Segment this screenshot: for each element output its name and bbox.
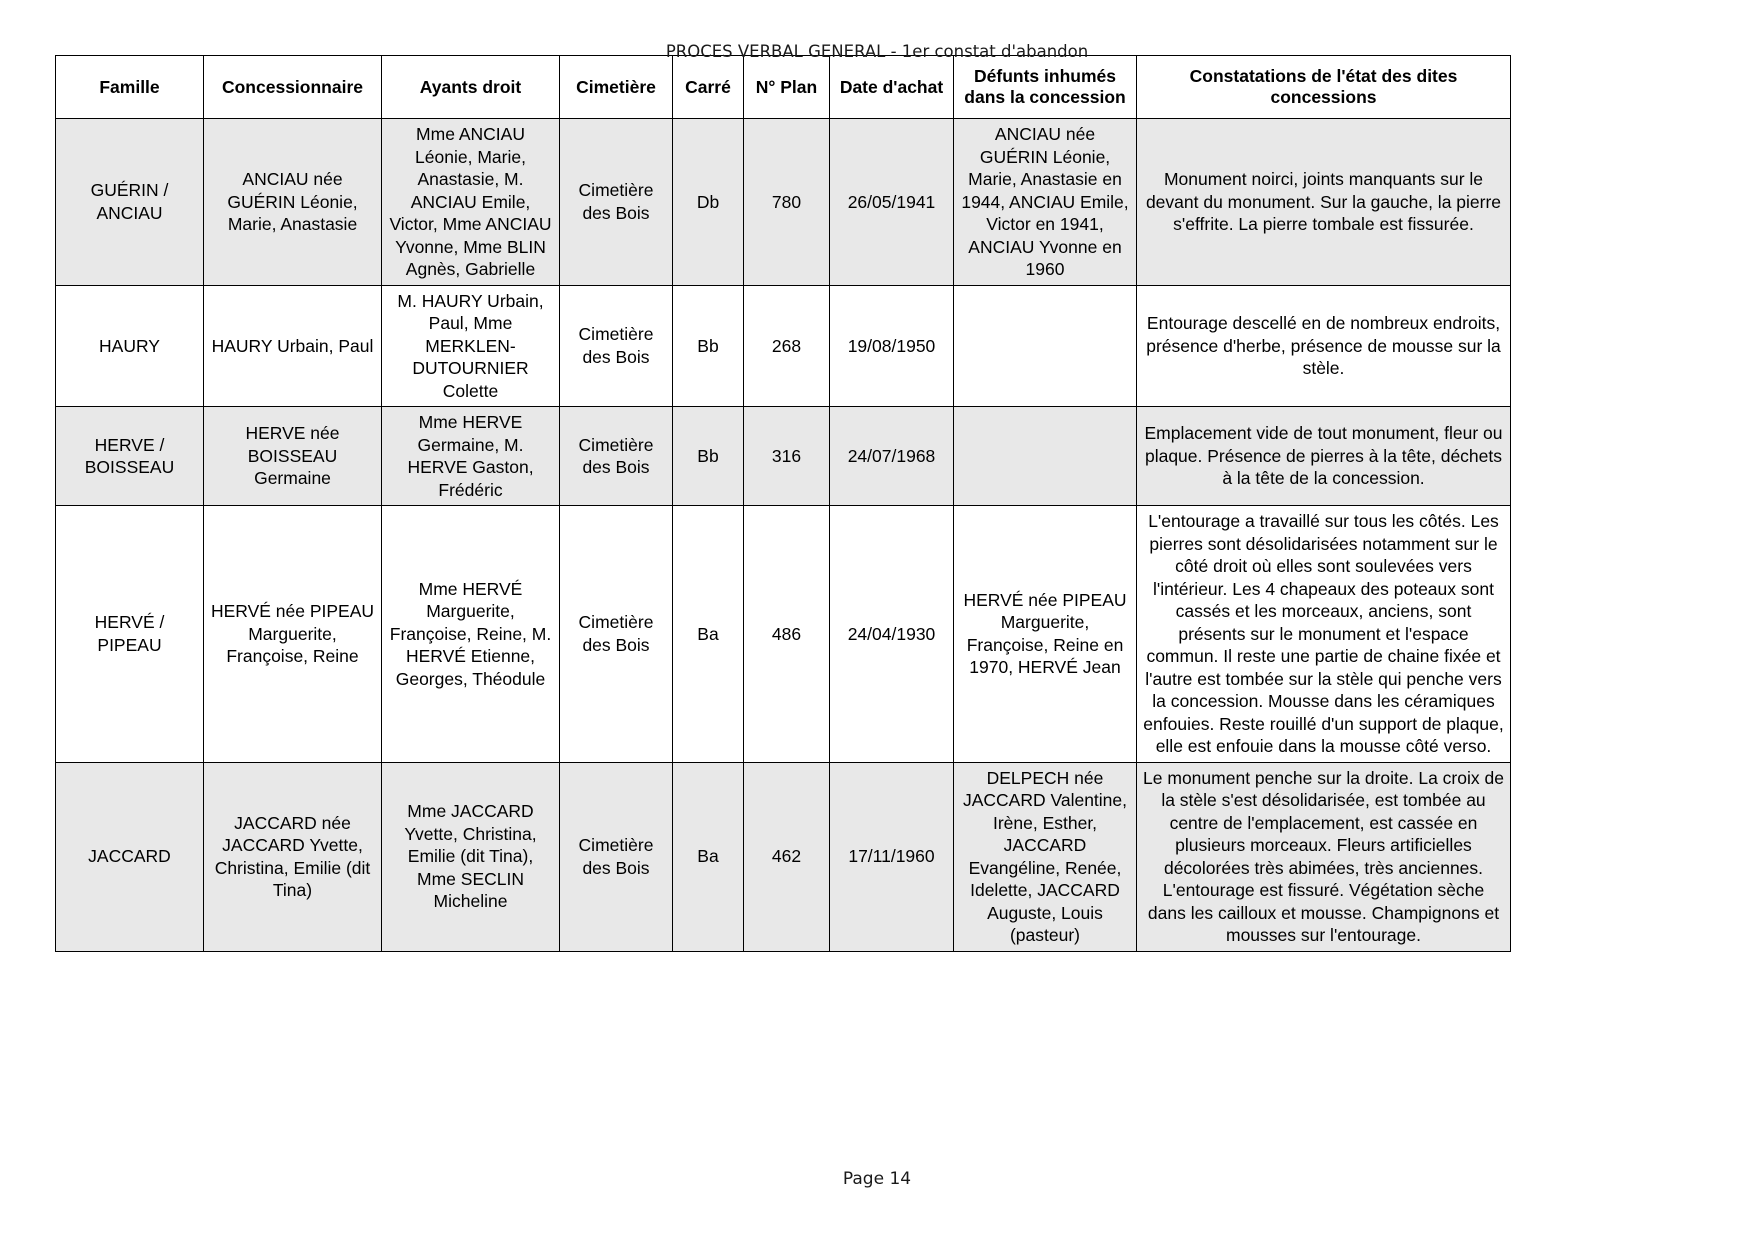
cell-constatations: L'entourage a travaillé sur tous les côtés. Les pierres sont désolidarisées notamment sur le côté droit où elles sont soulevées vers l'intérieur. Les 4 chapeaux des poteaux sont cassés et les morceaux, anciens, sont présents sur le monument et l'espace commun. Il reste une partie de chaine fixée et l'autre est tombée sur la stèle qui penche vers la concession. Mousse dans les céramiques enfouies. Reste rouillé d'un support de plaque, elle est enfouie dans la mousse côté verso. <box>1137 506 1511 763</box>
cell-carre: Db <box>673 119 744 286</box>
cell-ayants-droit: Mme ANCIAU Léonie, Marie, Anastasie, M. ANCIAU Emile, Victor, Mme ANCIAU Yvonne, Mme BLIN Agnès, Gabrielle <box>382 119 560 286</box>
cell-date-achat: 24/04/1930 <box>830 506 954 763</box>
cell-defunts-inhumes: DELPECH née JACCARD Valentine, Irène, Esther, JACCARD Evangéline, Renée, Idelette, JACCARD Auguste, Louis (pasteur) <box>954 762 1137 951</box>
cell-carre: Ba <box>673 762 744 951</box>
column-header-cimetiere: Cimetière <box>560 56 673 119</box>
cell-concessionnaire: HERVE née BOISSEAU Germaine <box>204 407 382 506</box>
cell-carre: Bb <box>673 407 744 506</box>
cell-cimetiere: Cimetière des Bois <box>560 285 673 407</box>
cell-constatations: Le monument penche sur la droite. La croix de la stèle s'est désolidarisée, est tombée au centre de l'emplacement, est cassée en plusieurs morceaux. Fleurs artificielles décolorées très abimées, très anciennes. L'entourage est fissuré. Végétation sèche dans les cailloux et mousse. Champignons et mousses sur l'entourage. <box>1137 762 1511 951</box>
running-header: PROCES VERBAL GENERAL - 1er constat d'abandon <box>665 42 1089 61</box>
cell-famille: JACCARD <box>56 762 204 951</box>
cell-carre: Bb <box>673 285 744 407</box>
cell-cimetiere: Cimetière des Bois <box>560 407 673 506</box>
table-row <box>56 285 1511 407</box>
cell-famille: HERVE / BOISSEAU <box>56 407 204 506</box>
cell-date-achat: 17/11/1960 <box>830 762 954 951</box>
column-header-carre: Carré <box>673 56 744 119</box>
cell-constatations: Entourage descellé en de nombreux endroits, présence d'herbe, présence de mousse sur la stèle. <box>1137 285 1511 407</box>
cell-defunts-inhumes <box>954 407 1137 506</box>
cell-ayants-droit: Mme HERVÉ Marguerite, Françoise, Reine, M. HERVÉ Etienne, Georges, Théodule <box>382 506 560 763</box>
concessions-table <box>55 55 1511 952</box>
column-header-constatations: Constatations de l'état des dites concessions <box>1137 56 1511 119</box>
cell-constatations: Monument noirci, joints manquants sur le devant du monument. Sur la gauche, la pierre s'effrite. La pierre tombale est fissurée. <box>1137 119 1511 286</box>
cell-cimetiere: Cimetière des Bois <box>560 762 673 951</box>
cell-no-plan: 486 <box>744 506 830 763</box>
column-header-ayants-droit: Ayants droit <box>382 56 560 119</box>
cell-carre: Ba <box>673 506 744 763</box>
table-body <box>56 119 1511 952</box>
cell-constatations: Emplacement vide de tout monument, fleur ou plaque. Présence de pierres à la tête, déchets à la tête de la concession. <box>1137 407 1511 506</box>
cell-famille: GUÉRIN / ANCIAU <box>56 119 204 286</box>
column-header-defunts-inhumes: Défunts inhumés dans la concession <box>954 56 1137 119</box>
table-header-row <box>56 56 1511 119</box>
cell-concessionnaire: HAURY Urbain, Paul <box>204 285 382 407</box>
cell-defunts-inhumes <box>954 285 1137 407</box>
cell-no-plan: 316 <box>744 407 830 506</box>
cell-date-achat: 26/05/1941 <box>830 119 954 286</box>
cell-no-plan: 268 <box>744 285 830 407</box>
table-row <box>56 762 1511 951</box>
cell-defunts-inhumes: HERVÉ née PIPEAU Marguerite, Françoise, Reine en 1970, HERVÉ Jean <box>954 506 1137 763</box>
cell-defunts-inhumes: ANCIAU née GUÉRIN Léonie, Marie, Anastasie en 1944, ANCIAU Emile, Victor en 1941, ANCIAU Yvonne en 1960 <box>954 119 1137 286</box>
table-row <box>56 407 1511 506</box>
cell-famille: HAURY <box>56 285 204 407</box>
cell-cimetiere: Cimetière des Bois <box>560 506 673 763</box>
column-header-concessionnaire: Concessionnaire <box>204 56 382 119</box>
cell-ayants-droit: M. HAURY Urbain, Paul, Mme MERKLEN-DUTOURNIER Colette <box>382 285 560 407</box>
cell-concessionnaire: HERVÉ née PIPEAU Marguerite, Françoise, Reine <box>204 506 382 763</box>
concessions-table-wrapper <box>55 55 1510 952</box>
cell-date-achat: 24/07/1968 <box>830 407 954 506</box>
column-header-famille: Famille <box>56 56 204 119</box>
page-number-footer: Page 14 <box>842 1169 912 1189</box>
cell-cimetiere: Cimetière des Bois <box>560 119 673 286</box>
table-row <box>56 506 1511 763</box>
table-row <box>56 119 1511 286</box>
cell-ayants-droit: Mme HERVE Germaine, M. HERVE Gaston, Frédéric <box>382 407 560 506</box>
cell-ayants-droit: Mme JACCARD Yvette, Christina, Emilie (dit Tina), Mme SECLIN Micheline <box>382 762 560 951</box>
column-header-no-plan: N° Plan <box>744 56 830 119</box>
cell-concessionnaire: ANCIAU née GUÉRIN Léonie, Marie, Anastasie <box>204 119 382 286</box>
cell-concessionnaire: JACCARD née JACCARD Yvette, Christina, Emilie (dit Tina) <box>204 762 382 951</box>
cell-famille: HERVÉ / PIPEAU <box>56 506 204 763</box>
column-header-date-achat: Date d'achat <box>830 56 954 119</box>
cell-no-plan: 780 <box>744 119 830 286</box>
cell-no-plan: 462 <box>744 762 830 951</box>
cell-date-achat: 19/08/1950 <box>830 285 954 407</box>
